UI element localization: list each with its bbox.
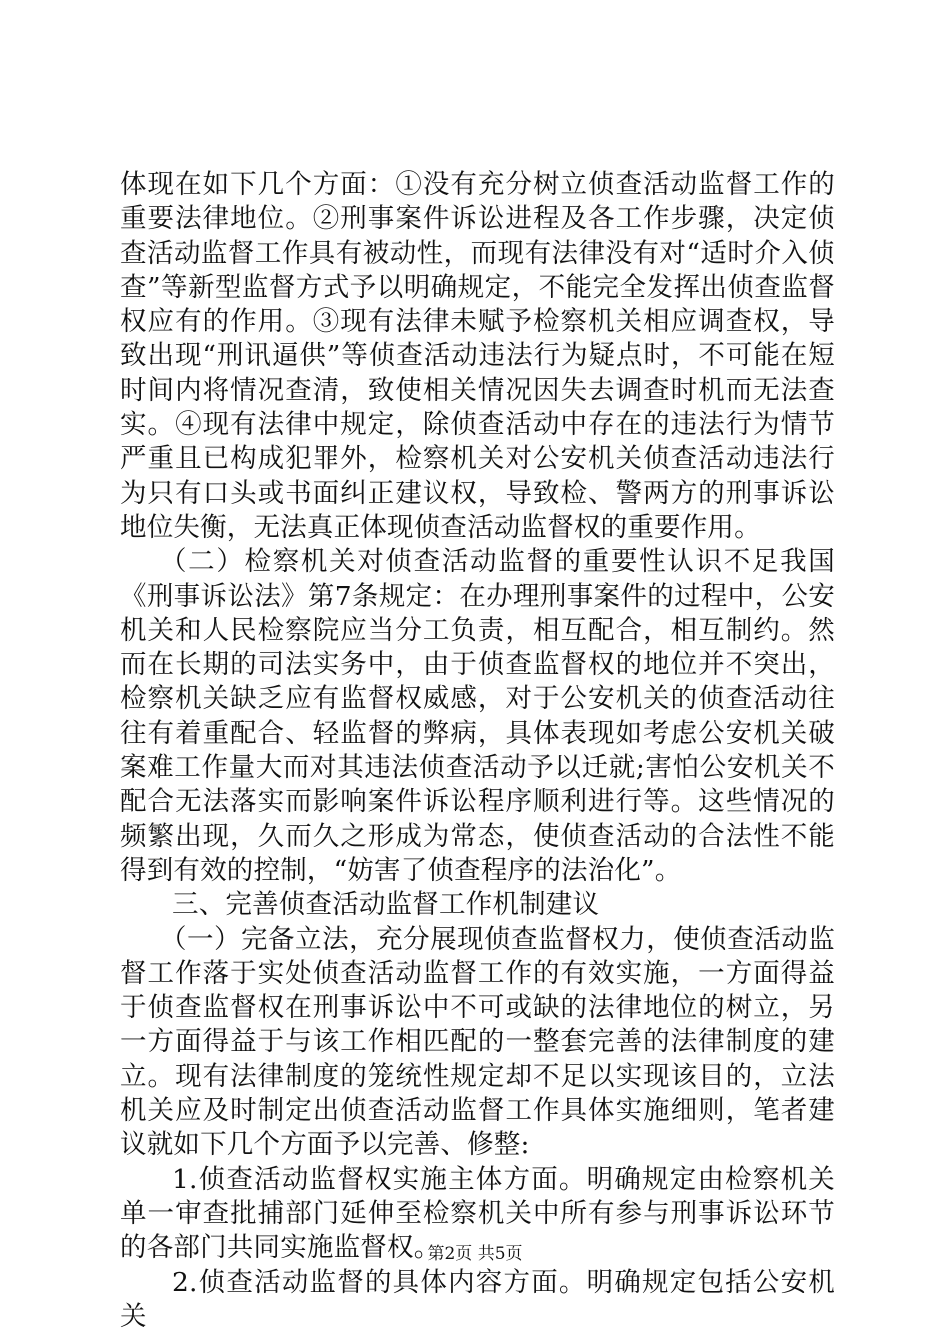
document-body	[120, 168, 835, 1334]
paragraph-legal-deficiencies: 体现在如下几个方面：①没有充分树立侦查活动监督工作的重要法律地位。②刑事案件诉讼进程及各工作步骤，决定侦查活动监督工作具有被动性，而现有法律没有对“适时介入侦查”等新型监督方式予以明确规定，不能完全发挥出侦查监督权应有的作用。③现有法律未赋予检察机关相应调查权，导致出现“刑讯逼供”等侦查活动违法行为疑点时，不可能在短时间内将情况查清，致使相关情况因失去调查时机而无法查实。④现有法律中规定，除侦查活动中存在的违法行为情节严重且已构成犯罪外，检察机关对公安机关侦查活动违法行为只有口头或书面纠正建议权，导致检、警两方的刑事诉讼地位失衡，无法真正体现侦查活动监督权的重要作用。	[120, 169, 835, 543]
section-heading-3: 三、完善侦查活动监督工作机制建议	[172, 889, 600, 921]
list-item-1: 1.侦查活动监督权实施主体方面。明确规定由检察机关单一审查批捕部门延伸至检察机关中所有参与刑事诉讼环节的各部门共同实施监督权。	[120, 1163, 835, 1264]
list-item-2: 2.侦查活动监督的具体内容方面。明确规定包括公安机关	[120, 1266, 835, 1332]
page-number-footer: 第2页 共5页	[427, 1244, 523, 1264]
paragraph-section-2: （二）检察机关对侦查活动监督的重要性认识不足我国《刑事诉讼法》第7条规定：在办理刑事案件的过程中，公安机关和人民检察院应当分工负责，相互配合，相互制约。然而在长期的司法实务中，由于侦查监督权的地位并不突出，检察机关缺乏应有监督权威感，对于公安机关的侦查活动往往有着重配合、轻监督的弊病，具体表现如考虑公安机关破案难工作量大而对其违法侦查活动予以迁就;害怕公安机关不配合无法落实而影响案件诉讼程序顺利进行等。这些情况的频繁出现，久而久之形成为常态，使侦查活动的合法性不能得到有效的控制，“妨害了侦查程序的法治化”。	[120, 546, 835, 886]
paragraph-subsection-1: （一）完备立法，充分展现侦查监督权力，使侦查活动监督工作落于实处侦查活动监督工作的有效实施，一方面得益于侦查监督权在刑事诉讼中不可或缺的法律地位的树立，另一方面得益于与该工作相匹配的一整套完善的法律制度的建立。现有法律制度的笼统性规定却不足以实现该目的，立法机关应及时制定出侦查活动监督工作具体实施细则，笔者建议就如下几个方面予以完善、修整:	[120, 923, 835, 1161]
